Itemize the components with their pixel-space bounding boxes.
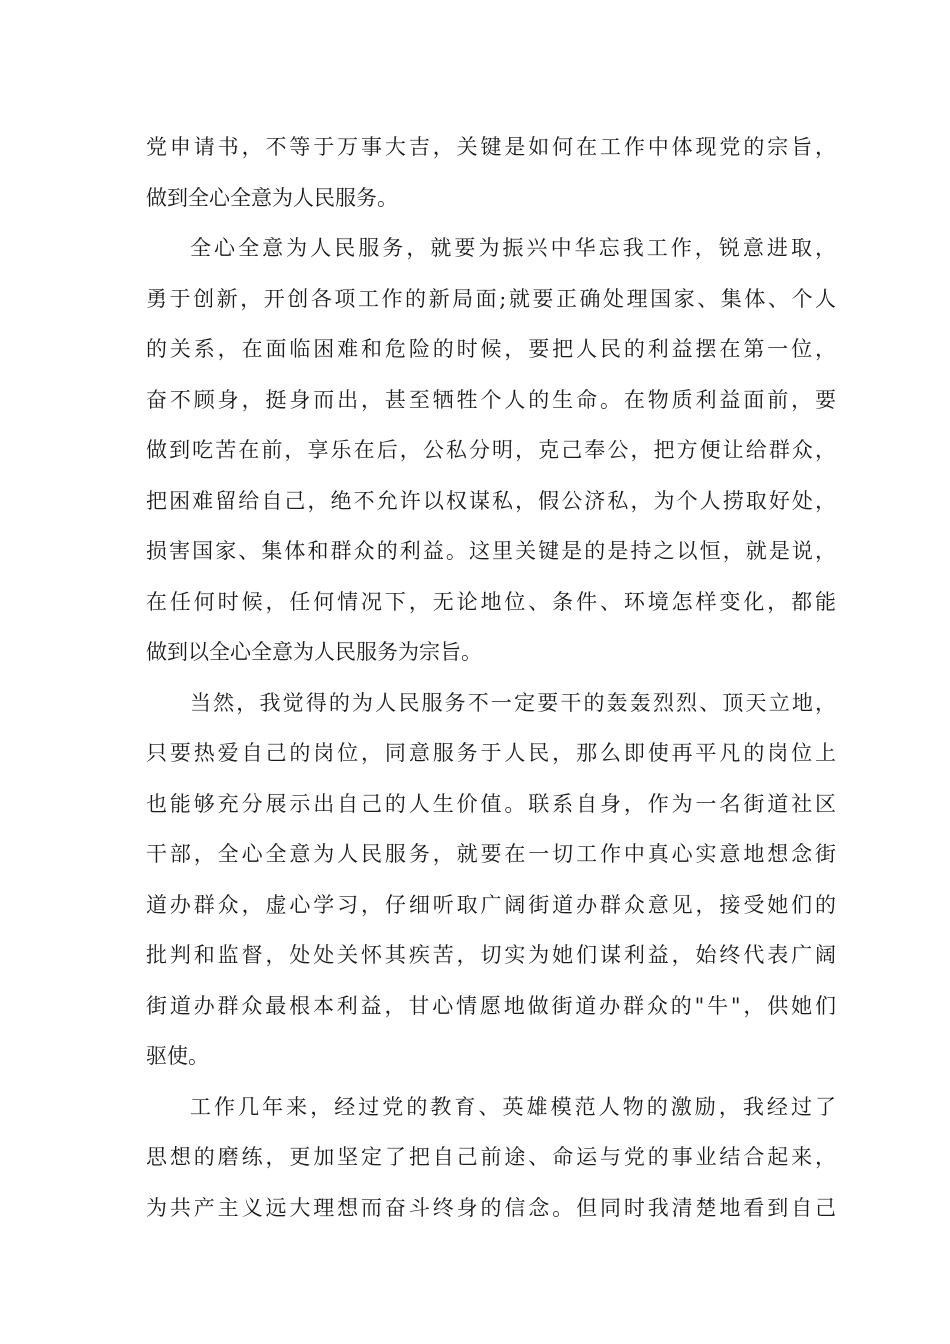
paragraph-4 xyxy=(146,1082,836,1234)
body-text xyxy=(146,122,836,1233)
text-line: 损害国家、集体和群众的利益。这里关键是的是持之以恒，就是说， xyxy=(146,539,836,563)
text-line: 为共产主义远大理想而奋斗终身的信念。但同时我清楚地看到自己 xyxy=(146,1195,836,1220)
text-line: 勇于创新，开创各项工作的新局面;就要正确处理国家、集体、个人 xyxy=(146,286,836,311)
text-line: 在任何时候，任何情况下，无论地位、条件、环境怎样变化，都能 xyxy=(146,589,836,614)
text-line: 工作几年来，经过党的教育、英雄模范人物的激励，我经过了 xyxy=(190,1094,836,1119)
text-line: 做到吃苦在前，享乐在后，公私分明，克己奉公，把方便让给群众， xyxy=(146,438,836,462)
text-line: 只要热爱自己的岗位，同意服务于人民，那么即使再平凡的岗位上 xyxy=(146,741,836,765)
text-line: 驱使。 xyxy=(146,1044,209,1068)
text-line: 当然，我觉得的为人民服务不一定要干的轰轰烈烈、顶天立地， xyxy=(190,690,836,715)
text-line: 思想的磨练，更加坚定了把自己前途、命运与党的事业结合起来， xyxy=(146,1145,836,1169)
paragraph-2 xyxy=(146,223,836,678)
text-line: 也能够充分展示出自己的人生价值。联系自身，作为一名街道社区 xyxy=(146,791,836,816)
text-line: 奋不顾身，挺身而出，甚至牺牲个人的生命。在物质利益面前，要 xyxy=(146,387,836,412)
text-line: 的关系，在面临困难和危险的时候，要把人民的利益摆在第一位， xyxy=(146,337,836,361)
text-line: 把困难留给自己，绝不允许以权谋私，假公济私，为个人捞取好处， xyxy=(146,488,836,513)
text-line: 做到全心全意为人民服务。 xyxy=(146,185,398,210)
text-line: 干部，全心全意为人民服务，就要在一切工作中真心实意地想念街 xyxy=(146,842,836,866)
paragraph-3 xyxy=(146,678,836,1082)
text-line: 道办群众，虚心学习，仔细听取广阔街道办群众意见，接受她们的 xyxy=(146,892,836,917)
text-line: 党申请书，不等于万事大吉，关键是如何在工作中体现党的宗旨， xyxy=(146,135,836,159)
text-line: 做到以全心全意为人民服务为宗旨。 xyxy=(146,640,482,664)
paragraph-1 xyxy=(146,122,836,223)
text-line: 街道办群众最根本利益，甘心情愿地做街道办群众的"牛"，供她们 xyxy=(146,993,836,1018)
text-line: 批判和监督，处处关怀其疾苦，切实为她们谋利益，始终代表广阔 xyxy=(146,943,836,967)
text-line: 全心全意为人民服务，就要为振兴中华忘我工作，锐意进取， xyxy=(190,236,836,260)
